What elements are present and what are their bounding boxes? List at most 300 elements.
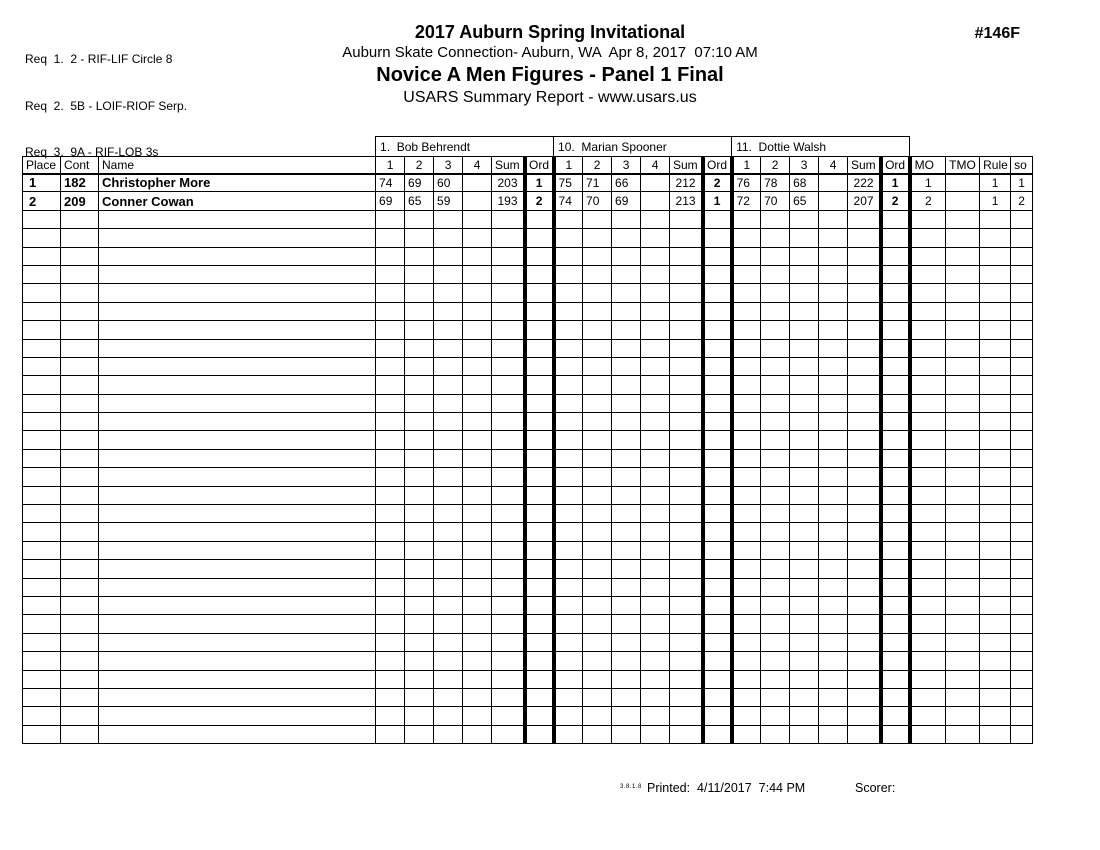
empty-cell xyxy=(61,339,99,357)
empty-cell xyxy=(790,210,819,228)
empty-cell xyxy=(910,321,946,339)
empty-cell xyxy=(670,486,703,504)
empty-cell xyxy=(405,449,434,467)
empty-cell xyxy=(554,265,583,283)
empty-cell xyxy=(910,265,946,283)
empty-cell xyxy=(819,578,848,596)
empty-cell xyxy=(881,670,910,688)
score-cell xyxy=(641,192,670,210)
column-header-cell: 4 xyxy=(641,157,670,174)
empty-cell xyxy=(405,652,434,670)
report-type-line: USARS Summary Report - www.usars.us xyxy=(403,89,697,106)
empty-cell xyxy=(61,468,99,486)
empty-cell xyxy=(23,284,61,302)
score-cell: 71 xyxy=(583,174,612,192)
empty-cell xyxy=(790,523,819,541)
judge-name-cell: 10. Marian Spooner xyxy=(554,137,732,157)
empty-cell xyxy=(881,247,910,265)
empty-cell xyxy=(612,413,641,431)
column-header-cell: Ord xyxy=(703,157,732,174)
empty-cell xyxy=(583,394,612,412)
empty-cell xyxy=(525,468,554,486)
competition-title: 2017 Auburn Spring Invitational xyxy=(414,22,686,42)
empty-cell xyxy=(99,229,376,247)
empty-cell xyxy=(525,431,554,449)
empty-table-row xyxy=(23,633,1033,651)
empty-cell xyxy=(980,578,1011,596)
empty-cell xyxy=(848,468,881,486)
empty-cell xyxy=(761,560,790,578)
empty-cell xyxy=(732,210,761,228)
empty-cell xyxy=(946,229,980,247)
empty-cell xyxy=(881,376,910,394)
empty-cell xyxy=(376,302,405,320)
empty-cell xyxy=(61,688,99,706)
empty-cell xyxy=(612,210,641,228)
empty-cell xyxy=(848,413,881,431)
column-header-cell: 3 xyxy=(612,157,641,174)
empty-cell xyxy=(434,321,463,339)
empty-cell xyxy=(376,247,405,265)
empty-cell xyxy=(376,413,405,431)
score-cell: 76 xyxy=(732,174,761,192)
empty-cell xyxy=(819,523,848,541)
empty-cell xyxy=(583,339,612,357)
score-cell: 70 xyxy=(583,192,612,210)
empty-cell xyxy=(910,505,946,523)
empty-cell xyxy=(881,210,910,228)
empty-cell xyxy=(492,247,525,265)
report-header xyxy=(0,22,1100,109)
empty-cell xyxy=(946,431,980,449)
event-number: #146F xyxy=(974,25,1020,42)
empty-cell xyxy=(670,229,703,247)
empty-cell xyxy=(819,357,848,375)
empty-cell xyxy=(980,505,1011,523)
empty-cell xyxy=(492,578,525,596)
empty-cell xyxy=(99,413,376,431)
empty-cell xyxy=(703,376,732,394)
empty-cell xyxy=(612,541,641,559)
empty-cell xyxy=(761,541,790,559)
empty-cell xyxy=(23,431,61,449)
empty-cell xyxy=(61,670,99,688)
empty-cell xyxy=(980,707,1011,725)
empty-cell xyxy=(819,707,848,725)
empty-cell xyxy=(376,229,405,247)
empty-cell xyxy=(881,541,910,559)
empty-cell xyxy=(405,229,434,247)
empty-cell xyxy=(641,486,670,504)
empty-cell xyxy=(463,560,492,578)
column-header-cell: Rule xyxy=(980,157,1011,174)
rule-cell: 1 xyxy=(980,192,1011,210)
empty-cell xyxy=(946,633,980,651)
empty-cell xyxy=(376,431,405,449)
empty-cell xyxy=(612,339,641,357)
empty-cell xyxy=(881,596,910,614)
empty-cell xyxy=(99,486,376,504)
empty-cell xyxy=(670,394,703,412)
empty-cell xyxy=(525,210,554,228)
empty-cell xyxy=(761,321,790,339)
tmo-cell xyxy=(946,174,980,192)
empty-cell xyxy=(525,652,554,670)
ord-cell: 2 xyxy=(881,192,910,210)
empty-cell xyxy=(980,265,1011,283)
empty-cell xyxy=(980,449,1011,467)
empty-cell xyxy=(819,339,848,357)
empty-cell xyxy=(848,707,881,725)
empty-cell xyxy=(670,468,703,486)
score-cell: 69 xyxy=(612,192,641,210)
column-header-cell: Place xyxy=(23,157,61,174)
empty-cell xyxy=(1011,486,1033,504)
score-cell: 69 xyxy=(405,174,434,192)
empty-cell xyxy=(641,376,670,394)
sum-cell: 207 xyxy=(848,192,881,210)
empty-cell xyxy=(819,210,848,228)
empty-cell xyxy=(980,596,1011,614)
empty-cell xyxy=(848,523,881,541)
empty-cell xyxy=(612,229,641,247)
score-cell: 72 xyxy=(732,192,761,210)
empty-cell xyxy=(99,688,376,706)
empty-cell xyxy=(612,431,641,449)
empty-cell xyxy=(434,302,463,320)
empty-cell xyxy=(641,578,670,596)
empty-cell xyxy=(881,229,910,247)
empty-cell xyxy=(405,615,434,633)
empty-cell xyxy=(732,265,761,283)
empty-cell xyxy=(376,357,405,375)
empty-table-row xyxy=(23,265,1033,283)
empty-cell xyxy=(61,615,99,633)
empty-cell xyxy=(819,449,848,467)
empty-cell xyxy=(1011,670,1033,688)
empty-cell xyxy=(790,229,819,247)
empty-cell xyxy=(612,560,641,578)
empty-cell xyxy=(641,505,670,523)
empty-cell xyxy=(670,284,703,302)
empty-cell xyxy=(405,725,434,743)
empty-cell xyxy=(525,284,554,302)
empty-cell xyxy=(554,468,583,486)
empty-cell xyxy=(23,633,61,651)
cont-cell: 209 xyxy=(61,192,99,210)
column-header-cell: 4 xyxy=(819,157,848,174)
empty-cell xyxy=(99,615,376,633)
empty-cell xyxy=(405,284,434,302)
empty-cell xyxy=(641,247,670,265)
empty-cell xyxy=(910,578,946,596)
empty-cell xyxy=(946,284,980,302)
empty-cell xyxy=(61,652,99,670)
score-cell: 75 xyxy=(554,174,583,192)
empty-cell xyxy=(463,376,492,394)
empty-cell xyxy=(732,394,761,412)
empty-cell xyxy=(881,652,910,670)
ord-cell: 2 xyxy=(525,192,554,210)
empty-cell xyxy=(703,688,732,706)
empty-table-row xyxy=(23,284,1033,302)
printed-timestamp: Printed: 4/11/2017 7:44 PM xyxy=(647,781,806,795)
empty-cell xyxy=(732,284,761,302)
empty-cell xyxy=(761,247,790,265)
empty-cell xyxy=(790,688,819,706)
empty-table-row xyxy=(23,357,1033,375)
empty-cell xyxy=(670,505,703,523)
column-header-cell: 2 xyxy=(405,157,434,174)
empty-cell xyxy=(405,210,434,228)
empty-cell xyxy=(732,688,761,706)
empty-cell xyxy=(405,505,434,523)
empty-cell xyxy=(819,541,848,559)
empty-cell xyxy=(61,210,99,228)
empty-cell xyxy=(670,578,703,596)
empty-cell xyxy=(612,523,641,541)
empty-cell xyxy=(761,578,790,596)
empty-cell xyxy=(612,688,641,706)
empty-cell xyxy=(61,321,99,339)
empty-cell xyxy=(1011,210,1033,228)
empty-cell xyxy=(99,302,376,320)
empty-cell xyxy=(1011,413,1033,431)
sum-cell: 203 xyxy=(492,174,525,192)
empty-cell xyxy=(492,321,525,339)
empty-cell xyxy=(492,468,525,486)
empty-cell xyxy=(910,725,946,743)
empty-cell xyxy=(525,247,554,265)
empty-cell xyxy=(641,707,670,725)
empty-cell xyxy=(463,578,492,596)
empty-cell xyxy=(434,541,463,559)
empty-cell xyxy=(1011,468,1033,486)
empty-cell xyxy=(881,431,910,449)
empty-cell xyxy=(703,560,732,578)
empty-cell xyxy=(492,210,525,228)
empty-cell xyxy=(376,652,405,670)
empty-cell xyxy=(946,560,980,578)
empty-cell xyxy=(61,431,99,449)
empty-cell xyxy=(554,670,583,688)
empty-table-row xyxy=(23,413,1033,431)
empty-cell xyxy=(434,670,463,688)
score-cell xyxy=(819,192,848,210)
empty-cell xyxy=(434,394,463,412)
empty-cell xyxy=(670,413,703,431)
empty-cell xyxy=(376,707,405,725)
tmo-cell xyxy=(946,192,980,210)
empty-cell xyxy=(790,725,819,743)
empty-cell xyxy=(790,302,819,320)
empty-cell xyxy=(761,486,790,504)
empty-cell xyxy=(434,688,463,706)
mo-cell: 2 xyxy=(910,192,946,210)
empty-cell xyxy=(980,339,1011,357)
empty-table-row xyxy=(23,486,1033,504)
empty-cell xyxy=(554,394,583,412)
empty-cell xyxy=(819,431,848,449)
empty-cell xyxy=(492,284,525,302)
empty-cell xyxy=(492,302,525,320)
requirement-line: Req 1. 2 - RIF-LIF Circle 8 xyxy=(25,52,173,66)
empty-cell xyxy=(376,486,405,504)
empty-cell xyxy=(881,284,910,302)
column-header-cell: 1 xyxy=(376,157,405,174)
empty-table-row xyxy=(23,707,1033,725)
empty-cell xyxy=(732,541,761,559)
empty-cell xyxy=(703,302,732,320)
empty-cell xyxy=(23,670,61,688)
empty-cell xyxy=(641,210,670,228)
empty-cell xyxy=(761,431,790,449)
empty-cell xyxy=(434,505,463,523)
empty-cell xyxy=(670,247,703,265)
empty-cell xyxy=(732,486,761,504)
column-header-cell: Sum xyxy=(492,157,525,174)
empty-cell xyxy=(463,688,492,706)
empty-cell xyxy=(405,468,434,486)
empty-cell xyxy=(99,707,376,725)
empty-cell xyxy=(910,413,946,431)
empty-cell xyxy=(99,652,376,670)
empty-cell xyxy=(790,505,819,523)
score-cell xyxy=(463,192,492,210)
empty-cell xyxy=(910,652,946,670)
empty-table-row xyxy=(23,210,1033,228)
results-table xyxy=(22,136,1033,744)
empty-cell xyxy=(881,725,910,743)
empty-cell xyxy=(463,541,492,559)
empty-cell xyxy=(463,247,492,265)
empty-cell xyxy=(670,541,703,559)
empty-cell xyxy=(463,486,492,504)
empty-cell xyxy=(670,210,703,228)
empty-cell xyxy=(405,633,434,651)
empty-cell xyxy=(761,284,790,302)
cont-cell: 182 xyxy=(61,174,99,192)
empty-cell xyxy=(463,615,492,633)
empty-cell xyxy=(612,357,641,375)
empty-cell xyxy=(463,339,492,357)
empty-cell xyxy=(525,394,554,412)
empty-cell xyxy=(583,210,612,228)
empty-cell xyxy=(463,302,492,320)
empty-table-row xyxy=(23,229,1033,247)
empty-cell xyxy=(732,523,761,541)
score-cell xyxy=(819,174,848,192)
empty-cell xyxy=(881,505,910,523)
empty-cell xyxy=(434,707,463,725)
score-cell: 65 xyxy=(405,192,434,210)
sum-cell: 213 xyxy=(670,192,703,210)
empty-cell xyxy=(703,523,732,541)
empty-cell xyxy=(1011,633,1033,651)
empty-cell xyxy=(761,357,790,375)
empty-cell xyxy=(1011,652,1033,670)
empty-cell xyxy=(848,633,881,651)
empty-cell xyxy=(525,357,554,375)
empty-cell xyxy=(670,302,703,320)
empty-cell xyxy=(980,302,1011,320)
empty-cell xyxy=(881,688,910,706)
empty-cell xyxy=(612,284,641,302)
empty-cell xyxy=(980,431,1011,449)
empty-cell xyxy=(703,284,732,302)
empty-cell xyxy=(23,321,61,339)
empty-cell xyxy=(376,376,405,394)
empty-cell xyxy=(703,578,732,596)
empty-cell xyxy=(583,302,612,320)
empty-cell xyxy=(583,413,612,431)
empty-cell xyxy=(434,578,463,596)
empty-cell xyxy=(492,725,525,743)
empty-cell xyxy=(910,560,946,578)
empty-cell xyxy=(492,449,525,467)
empty-cell xyxy=(946,578,980,596)
empty-cell xyxy=(641,265,670,283)
empty-cell xyxy=(848,652,881,670)
empty-cell xyxy=(1011,247,1033,265)
empty-cell xyxy=(525,376,554,394)
empty-cell xyxy=(790,265,819,283)
rule-cell: 1 xyxy=(980,174,1011,192)
empty-cell xyxy=(61,302,99,320)
empty-cell xyxy=(790,449,819,467)
empty-cell xyxy=(1011,394,1033,412)
empty-cell xyxy=(492,376,525,394)
empty-cell xyxy=(434,431,463,449)
empty-cell xyxy=(641,394,670,412)
empty-cell xyxy=(583,229,612,247)
empty-cell xyxy=(790,357,819,375)
empty-cell xyxy=(99,376,376,394)
empty-cell xyxy=(554,376,583,394)
column-header-cell: 1 xyxy=(732,157,761,174)
judge-name-cell: 11. Dottie Walsh xyxy=(732,137,910,157)
empty-cell xyxy=(881,560,910,578)
empty-cell xyxy=(910,431,946,449)
empty-cell xyxy=(703,633,732,651)
empty-cell xyxy=(463,652,492,670)
empty-cell xyxy=(732,652,761,670)
empty-cell xyxy=(980,652,1011,670)
empty-cell xyxy=(819,560,848,578)
empty-cell xyxy=(848,210,881,228)
empty-cell xyxy=(910,229,946,247)
empty-cell xyxy=(492,596,525,614)
empty-cell xyxy=(761,229,790,247)
empty-cell xyxy=(790,321,819,339)
empty-cell xyxy=(703,247,732,265)
empty-table-row xyxy=(23,652,1033,670)
empty-cell xyxy=(761,468,790,486)
empty-cell xyxy=(376,339,405,357)
software-version: 3.8.1.8 xyxy=(620,784,642,790)
empty-cell xyxy=(761,725,790,743)
empty-cell xyxy=(612,707,641,725)
empty-cell xyxy=(819,633,848,651)
empty-cell xyxy=(1011,321,1033,339)
empty-cell xyxy=(790,284,819,302)
table-row xyxy=(23,192,1033,210)
empty-cell xyxy=(670,523,703,541)
empty-cell xyxy=(23,449,61,467)
empty-cell xyxy=(732,707,761,725)
empty-cell xyxy=(881,615,910,633)
empty-cell xyxy=(463,725,492,743)
